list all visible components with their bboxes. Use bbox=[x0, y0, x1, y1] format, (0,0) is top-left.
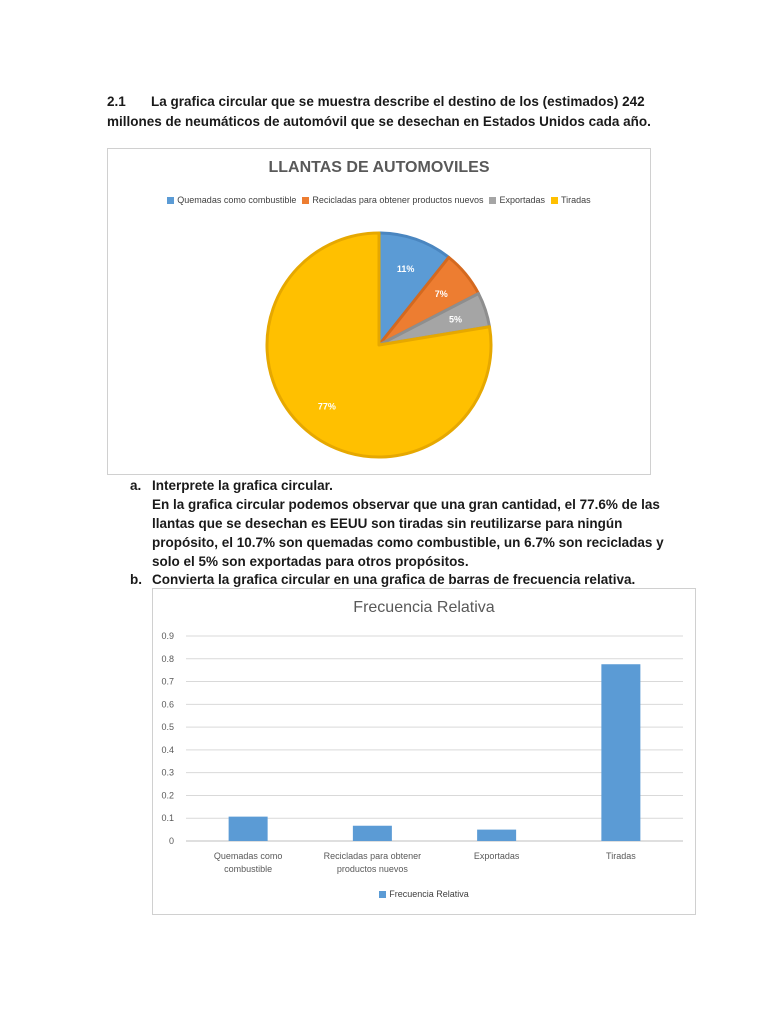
bar-chart bbox=[153, 589, 695, 914]
problem-text-line-1: La grafica circular que se muestra describe el destino de los (estimados) 242 bbox=[151, 94, 645, 109]
y-tick-label: 0.1 bbox=[161, 813, 174, 824]
x-tick-label: productos nuevos bbox=[336, 864, 408, 874]
pie-chart bbox=[108, 149, 650, 474]
problem-number: 2.1 bbox=[107, 94, 126, 109]
x-tick-label: Exportadas bbox=[473, 851, 520, 861]
question-b-letter: b. bbox=[130, 572, 142, 587]
question-a-answer: En la grafica circular podemos observar que una gran cantidad, el 77.6% de las llantas que se desechan es EEUU son tiradas sin reutilizarse para ningún propósito, el 10.7% son quemadas como combustible, un 6.7% son recicladas y solo el 5% son exportadas para otros propósitos. bbox=[152, 497, 664, 569]
bar-quemadas-como-combustible bbox=[229, 817, 268, 841]
y-tick-label: 0 bbox=[168, 836, 174, 846]
bar-chart-title: Frecuencia Relativa bbox=[353, 599, 495, 616]
question-a-letter: a. bbox=[130, 478, 142, 493]
x-tick-label: Quemadas como bbox=[213, 851, 283, 861]
question-a-prompt: Interprete la grafica circular. bbox=[152, 478, 333, 493]
bar-chart-frame bbox=[152, 588, 696, 915]
y-tick-label: 0.4 bbox=[161, 744, 174, 755]
x-tick-label: combustible bbox=[224, 864, 273, 874]
question-b-prompt: Convierta la grafica circular en una grafica de barras de frecuencia relativa. bbox=[152, 572, 636, 587]
y-tick-label: 0.5 bbox=[161, 722, 174, 733]
bar-legend-item bbox=[379, 889, 469, 899]
pie-data-label-exportadas: 5% bbox=[449, 314, 463, 325]
pie-data-label-tiradas: 77% bbox=[317, 401, 336, 412]
bar-chart-legend bbox=[153, 889, 695, 899]
y-tick-label: 0.9 bbox=[161, 631, 174, 641]
x-tick-label: Recicladas para obtener bbox=[323, 851, 422, 861]
pie-data-label-quemadas-como-combustible: 11% bbox=[396, 263, 415, 274]
bar-exportadas bbox=[477, 830, 516, 841]
y-tick-label: 0.2 bbox=[161, 790, 174, 801]
pie-chart-frame bbox=[107, 148, 651, 475]
legend-swatch bbox=[379, 891, 386, 898]
pie-chart-title: LLANTAS DE AUTOMOVILES bbox=[268, 159, 490, 176]
y-tick-label: 0.6 bbox=[161, 699, 174, 710]
legend-label: Exportadas bbox=[499, 195, 545, 205]
legend-label: Tiradas bbox=[561, 195, 591, 205]
problem-line-1 bbox=[107, 92, 667, 112]
y-tick-label: 0.3 bbox=[161, 767, 174, 778]
bar-tiradas bbox=[601, 664, 640, 841]
legend-label: Quemadas como combustible bbox=[177, 195, 297, 205]
legend-label: Recicladas para obtener productos nuevos bbox=[312, 195, 484, 205]
x-tick-label: Tiradas bbox=[606, 851, 636, 861]
bar-recicladas-para-obtener-productos-nuevos bbox=[353, 826, 392, 841]
problem-text-line-2: millones de neumáticos de automóvil que se desechan en Estados Unidos cada año. bbox=[107, 114, 651, 129]
y-tick-label: 0.8 bbox=[161, 653, 174, 664]
legend-label: Frecuencia Relativa bbox=[389, 889, 469, 899]
y-tick-label: 0.7 bbox=[161, 676, 174, 687]
problem-statement bbox=[107, 92, 667, 132]
pie-data-label-recicladas-para-obtener-productos-nuevos: 7% bbox=[434, 288, 448, 299]
